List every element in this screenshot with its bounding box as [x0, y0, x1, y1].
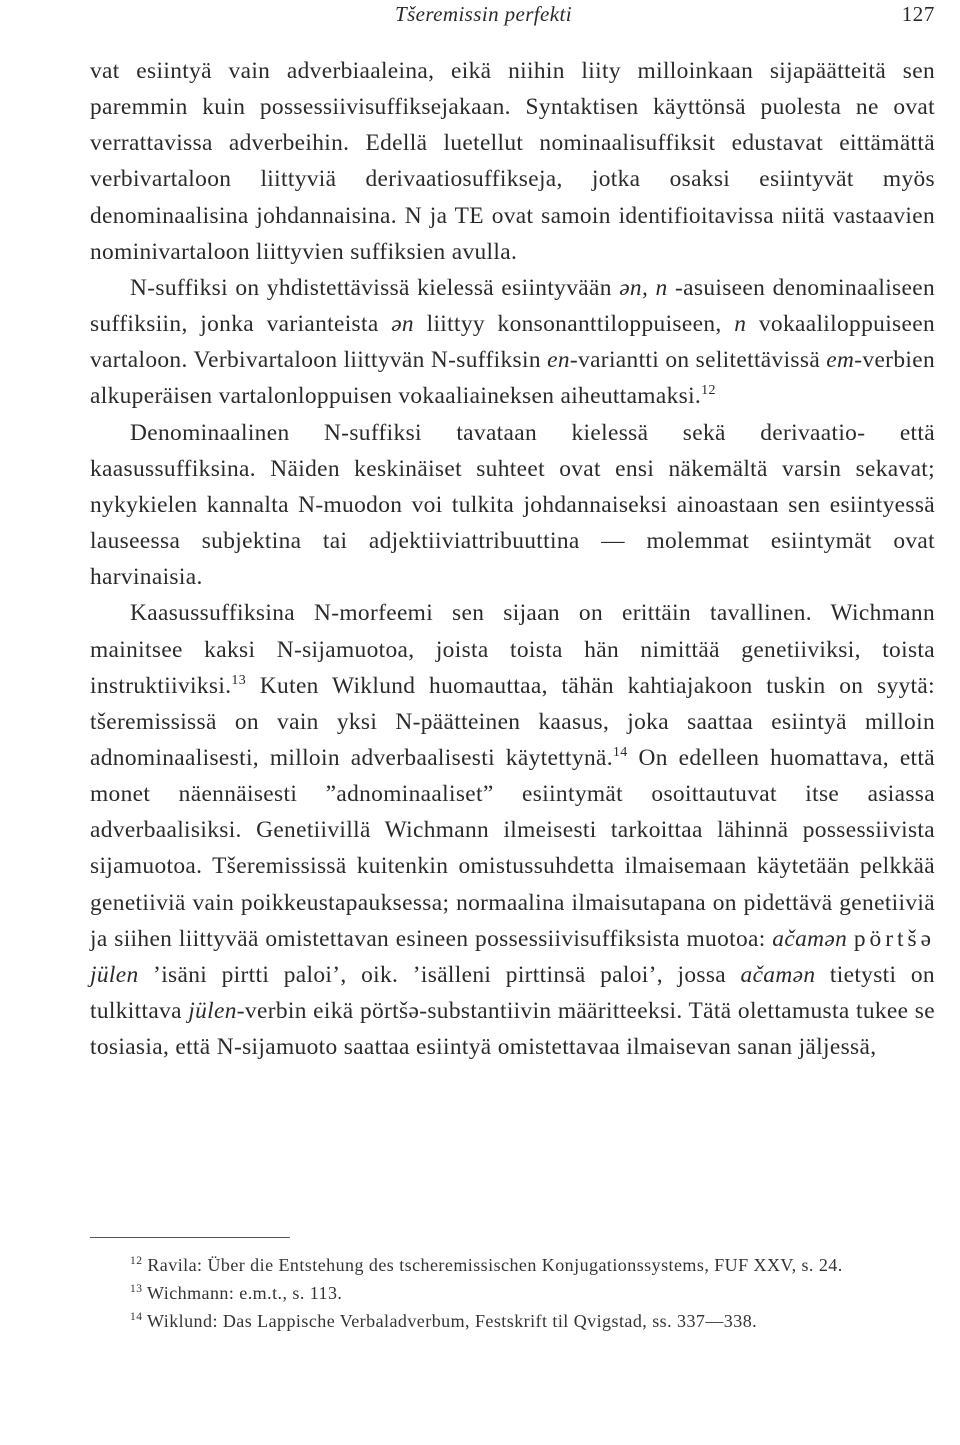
footnote-text: Wiklund: Das Lappische Verbaladverbum, Festskrift til Qvigstad, ss. 337—338.	[142, 1310, 758, 1331]
text-run: N-suffiksi on yhdistettävissä kielessä esiintyvään	[130, 274, 620, 301]
text-run: Kuten Wiklund huomauttaa, tähän kahtiajakoon tuskin on syytä: tšeremississä on vain yksi N-päätteinen kaasus, joka saattaa esiintyä milloin adnominaalisesti, milloin adverbaalisesti käytettynä.	[90, 672, 935, 771]
text-run: ’isäni pirtti paloi’, oik. ’isälleni pirttinsä paloi’, jossa	[138, 961, 741, 988]
italic-term: em	[826, 347, 855, 374]
footnote-13	[90, 1280, 935, 1308]
italic-term: jülen	[188, 998, 237, 1025]
footnote-number: 13	[130, 1282, 143, 1295]
text-run: On edelleen huomattava, että monet näennäisesti ”adnominaaliset” esiintymät osoittautuvat itse asiassa adverbaalisiksi. Genetiivillä Wichmann ilmeisesti tarkoittaa lähinnä possessiivista sijamuotoa. Tšeremississä kuitenkin omistussuhdetta ilmaisemaan käytetään pelkkää genetiiviä vain poikkeustapauksessa; normaalina ilmaisutapana on pidettävä genetiiviä ja siihen liittyvää omistettavan esineen possessiivisuffiksista muotoa:	[90, 744, 935, 952]
text-run: -asuiseen denominaaliseen suffiksiin, jonka varianteista	[90, 274, 935, 338]
footnote-12	[90, 1252, 935, 1280]
italic-term: ačamən	[740, 961, 816, 988]
paragraph-3	[90, 415, 935, 596]
footnote-number: 12	[130, 1255, 143, 1267]
paragraph-4	[90, 595, 935, 1065]
italic-term: n	[734, 311, 747, 338]
text-run: Kaasussuffiksina N-morfeemi sen sijaan on erittäin tavallinen. Wichmann mainitsee kaksi N-sijamuotoa, joista toista hän nimittää genetiiviksi, toista instruktiiviksi.	[90, 600, 935, 699]
paragraph-1-text: vat esiintyä vain adverbiaaleina, eikä niihin liity milloinkaan sijapäätteitä sen paremmin kuin possessiivisuffiksejakaan. Syntaktisen käyttönsä puolesta ne ovat verrattavissa adverbeihin. Edellä luetellut nominaalisuffiksit edustavat eittämättä verbivartaloon liittyviä derivaatiosuffikseja, jotka osaksi esiintyvät myös denominaalisina johdannaisina. N ja TE ovat samoin identifioitavissa niitä vastaavien nominivartaloon liittyvien suffiksien avulla.	[90, 58, 935, 265]
body-text	[90, 53, 935, 1065]
footnote-ref-12[interactable]: 12	[701, 383, 716, 399]
text-run: liittyy konsonanttiloppuiseen,	[413, 311, 735, 338]
text-run: tietysti on tulkittava	[90, 961, 935, 1025]
running-head	[90, 2, 935, 26]
italic-term: ačamən	[772, 925, 848, 952]
text-run: -verbien alkuperäisen vartalonloppuisen vokaaliaineksen aiheuttamaksi.	[90, 347, 935, 410]
footnote-ref-14[interactable]: 14	[612, 744, 628, 760]
italic-term: ən	[391, 311, 414, 338]
italic-term: jülen	[90, 961, 139, 988]
text-run: -verbin eikä pörtšə-substantiivin määritteeksi. Tätä olettamusta tukee se tosiasia, että N-sijamuoto saattaa esiintyä omistettavaa ilmaisevan sanan jäljessä,	[90, 998, 935, 1061]
text-run: vokaaliloppuiseen vartaloon. Verbivartaloon liittyvän N-suffiksin	[90, 311, 935, 374]
paragraph-1	[90, 53, 935, 270]
spaced-term: pörtšə	[853, 925, 935, 952]
footnotes	[90, 1252, 935, 1335]
footnote-number: 14	[130, 1310, 143, 1323]
footnote-text: Ravila: Über die Entstehung des tscheremissischen Konjugationssystems, FUF XXV, s. 24.	[142, 1255, 843, 1275]
footnote-divider	[90, 1237, 290, 1238]
italic-term: ən, n	[619, 274, 668, 301]
footnote-ref-13[interactable]: 13	[231, 672, 247, 688]
running-title: Tšeremissin perfekti	[395, 2, 572, 26]
paragraph-3-text: Denominaalinen N-suffiksi tavataan kielessä sekä derivaatio- että kaasussuffiksina. Näiden keskinäiset suhteet ovat ensi näkemältä varsin sekavat; nykykielen kannalta N-muodon voi tulkita johdannaiseksi ainoastaan sen esiintyessä lauseessa subjektina tai adjektiiviattribuuttina — molemmat esiintymät ovat harvinaisia.	[90, 419, 935, 591]
footnote-14	[90, 1308, 935, 1336]
text-run: -variantti on selitettävissä	[569, 347, 827, 374]
paragraph-2	[90, 270, 935, 415]
page-number: 127	[901, 2, 935, 26]
text-run	[847, 926, 854, 952]
italic-term: en	[547, 347, 570, 374]
footnote-text: Wichmann: e.m.t., s. 113.	[142, 1282, 343, 1303]
